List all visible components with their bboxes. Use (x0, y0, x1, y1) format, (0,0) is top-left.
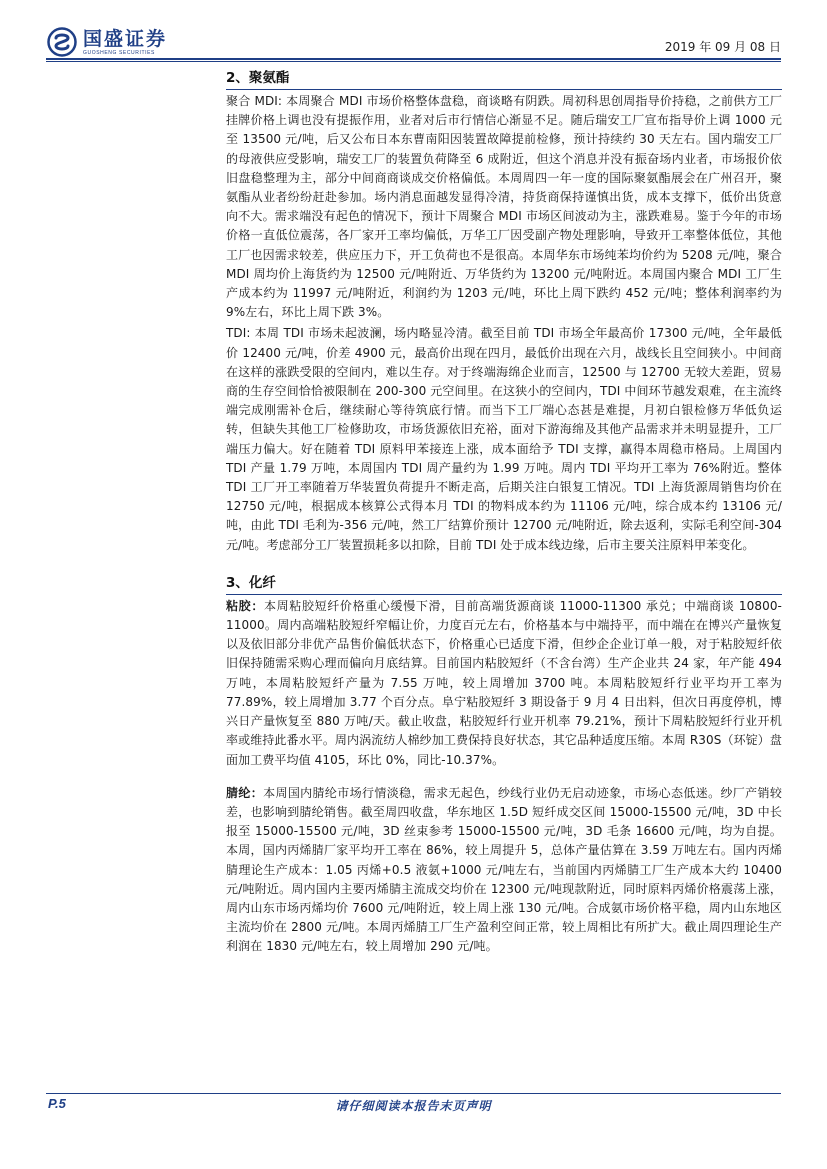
paragraph-lead: 粘胶： (226, 598, 264, 613)
paragraph-lead: 腈纶： (226, 785, 264, 800)
section-chemical-fiber (226, 572, 782, 957)
logo-chinese-name: 国盛证券 (83, 28, 168, 50)
section-title: 3、化纤 (226, 572, 782, 595)
header-divider-thin (46, 61, 781, 62)
section-title: 2、聚氨酯 (226, 67, 782, 90)
page-number: P.5 (48, 1096, 66, 1111)
paragraph-tdi: TDI: 本周 TDI 市场未起波澜，场内略显冷清。截至目前 TDI 市场全年最高价 17300 元/吨，全年最低价 12400 元/吨，价差 4900 元，最高价出现在四月，最低价出现在六月，战线长且空间狭小。中间商在这样的涨跌受限的空间内，难以生存。对于终端海绵企业而言，12500 与 12700 无较大差距，贸易商的生存空间恰恰被限制在 200-300 元空间里。在这狭小的空间内，TDI 中间环节越发艰难，在主流终端完成刚需补仓后，继续耐心等待筑底行情。而当下工厂端心态甚是难提，月初白银检修万华低负运转，但缺失其他工厂检修助攻，市场货源依旧充裕，面对下游海绵及其他产品需求并未明显提升，工厂端压力偏大。好在随着 TDI 原料甲苯接连上涨，成本面给予 TDI 支撑，赢得本周稳市格局。上周国内 TDI 产量 1.79 万吨，本周国内 TDI 周产量约为 1.99 万吨。周内 TDI 平均开工率为 76%附近。整体 TDI 工厂开工率随着万华装置负荷提升不断走高，后期关注白银复工情况。TDI 上海货源周销售均价在 12750 元/吨，根据成本核算公式得本月 TDI 的物料成本约为 11106 元/吨，综合成本约 13106 元/吨，由此 TDI 毛利为-356 元/吨，然工厂结算价预计 12700 元/吨附近，除去返利，实际毛利空间-304 元/吨。考虑部分工厂装置损耗多以扣除，目前 TDI 处于成本线边缘，后市主要关注原料甲苯变化。 (226, 326, 782, 552)
paragraph-polymeric-mdi: 聚合 MDI: 本周聚合 MDI 市场价格整体盘稳，商谈略有阴跌。周初科思创周指导价持稳，之前供方工厂挂牌价格上调也没有提振作用，业者对后市行情信心渐显不足。随后瑞安工厂宣布指导价上调 1000 元至 13500 元/吨，后又公布日本东曹南阳因装置故障提前检修，预计持续约 30 天左右。国内瑞安工厂的母液供应受影响，瑞安工厂的装置负荷降至 6 成附近，但这个消息并没有振奋场内业者，市场报价依旧盘稳整理为主，部分中间商商谈成交价格偏低。本周周四一年一度的国际聚氨酯展会在广州召开，聚氨酯从业者纷纷赶赴参加。场内消息面越发显得冷清，持货商保持谨慎出货，成本支撑下，低价出货意向不大。需求端没有起色的情况下，预计下周聚合 MDI 市场区间波动为主，涨跌难易。鉴于今年的市场价格一直低位震荡，各厂家开工率均偏低，万华工厂因受副产物处理影响，导致开工率整体低位，其他工厂也因需求较差，供应压力下，开工负荷也不是很高。本周华东市场纯苯均价约为 5208 元/吨，聚合 MDI 周均价上海货约为 12500 元/吨附近、万华货约为 13200 元/吨附近。本周国内聚合 MDI 工厂生产成本约为 11997 元/吨附近，利润约为 1203 元/吨，环比上周下跌约 452 元/吨；整体利润率约为 9%左右，环比上周下跌 3%。 (226, 94, 782, 320)
logo-english-name: GUOSHENG SECURITIES (83, 50, 155, 56)
header-divider (46, 58, 781, 60)
section-polyurethane (226, 67, 782, 555)
report-body (226, 67, 782, 959)
paragraph-acrylic: 腈纶：本周国内腈纶市场行情淡稳，需求无起色，纱线行业仍无启动迹象，市场心态低迷。纱厂产销较差，也影响到腈纶销售。截至周四收盘，华东地区 1.5D 短纤成交区间 15000-15500 元/吨，3D 中长报至 15000-15500 元/吨，3D 丝束参考 15000-15500 元/吨，3D 毛条 16600 元/吨，均为自提。本周，国内丙烯腈厂家平均开工率在 86%，较上周提升 5，总体产量估算在 3.59 万吨左右。国内丙烯腈理论生产成本：1.05 丙烯+0.5 液氨+1000 元/吨左右，当前国内丙烯腈工厂生产成本大约 10400 元/吨附近。周内国内主要丙烯腈主流成交均价在 12300 元/吨现款附近，同时原料丙烯价格震荡上涨，周内山东市场丙烯均价 7600 元/吨附近，较上周上涨 130 元/吨。合成氨市场价格平稳，周内山东地区主流均价在 2800 元/吨。本周丙烯腈工厂生产盈利空间正常，较上周相比有所扩大。截止周四理论生产利润在 1830 元/吨左右，较上周增加 290 元/吨。 (226, 785, 782, 954)
report-date: 2019 年 09 月 08 日 (664, 40, 781, 54)
logo-mark-icon (47, 27, 77, 57)
paragraph-viscose: 粘胶：本周粘胶短纤价格重心缓慢下滑，目前高端货源商谈 11000-11300 承兑；中端商谈 10800-11000。周内高端粘胶短纤窄幅让价，力度百元左右，价格基本与中端持平，而中端在在博兴产量恢复以及依旧部分非优产品售价偏低状态下，价格重心已适度下滑，但纱企企业订单一般，对于粘胶短纤依旧保持随需采购心理而偏向月底结算。目前国内粘胶短纤（不含台湾）生产企业共 24 家，年产能 494 万吨，本周粘胶短纤产量为 7.55 万吨，较上周增加 3700 吨。本周粘胶短纤行业平均开工率为 77.89%，较上周增加 3.77 个百分点。阜宁粘胶短纤 3 期设备于 9 月 4 日出料，但次日再度停机，博兴日产量恢复至 880 万吨/天。截止收盘，粘胶短纤行业开机率 79.21%，预计下周粘胶短纤行业开机率或维持此番水平。周内涡流纺人棉纱加工费保持良好状态，其它品种适度压缩。本周 R30S（环锭）盘面加工费平均值 4105，环比 0%，同比-10.37%。 (226, 598, 782, 767)
page-header (0, 0, 827, 62)
footer-divider (46, 1093, 781, 1094)
company-logo (47, 22, 167, 62)
footer-disclaimer: 请仔细阅读本报告末页声明 (335, 1099, 492, 1113)
